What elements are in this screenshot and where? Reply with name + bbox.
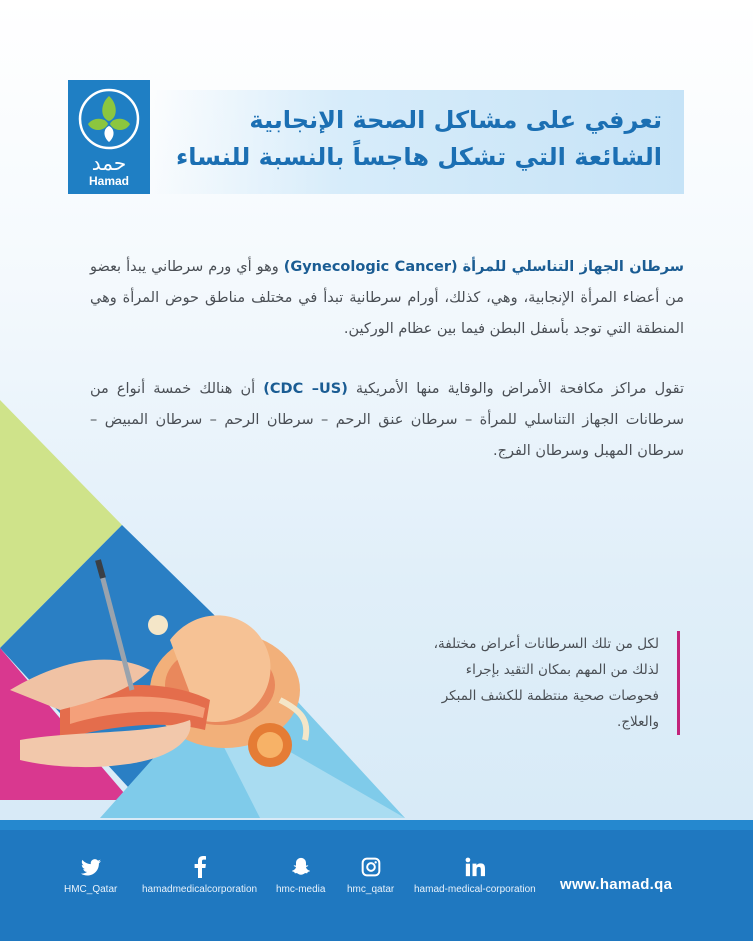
title-banner <box>153 90 684 194</box>
facebook-icon[interactable] <box>189 856 211 878</box>
intro-lead-term: سرطان الجهاز التناسلي للمرأة <box>462 259 685 275</box>
page-title-line-1: تعرفي على مشاكل الصحة الإنجابية <box>249 106 662 134</box>
footer <box>0 820 753 941</box>
intro-english-term: (Gynecologic Cancer) <box>283 259 458 275</box>
social-instagram[interactable] <box>347 856 394 895</box>
instagram-icon[interactable] <box>360 856 382 878</box>
linkedin-handle[interactable]: hamad-medical-corporation <box>414 884 536 895</box>
social-twitter[interactable] <box>64 856 117 895</box>
page-title-line-2: الشائعة التي تشكل هاجساً بالنسبة للنساء <box>176 143 662 171</box>
snapchat-icon[interactable] <box>290 856 312 878</box>
twitter-handle[interactable]: HMC_Qatar <box>64 884 118 895</box>
linkedin-icon[interactable] <box>464 856 486 878</box>
logo-arabic-text: حمد <box>91 151 127 175</box>
note-line-2: لذلك من المهم بمكان التقيد بإجراء <box>465 662 659 678</box>
highlight-note <box>380 631 680 735</box>
twitter-icon[interactable] <box>80 856 102 878</box>
note-line-4: والعلاج. <box>617 714 659 730</box>
website-link[interactable]: www.hamad.qa <box>560 876 673 893</box>
note-line-3: فحوصات صحية منتظمة للكشف المبكر <box>441 688 659 704</box>
cdc-text-part-1: تقول مراكز مكافحة الأمراض والوقاية منها الأمريكية <box>347 381 684 397</box>
cdc-text-part-2: أن هنالك خمسة أنواع من سرطانات الجهاز التناسلي للمرأة – سرطان عنق الرحم – سرطان الرحم – سرطان المبيض – سرطان المهبل وسرطان الفرج. <box>90 381 684 459</box>
social-facebook[interactable] <box>142 856 257 895</box>
hamad-logo <box>68 80 150 194</box>
logo-english-text: Hamad <box>88 174 129 188</box>
leaves-icon <box>78 88 140 150</box>
snapchat-handle[interactable]: hmc-media <box>276 884 326 895</box>
social-linkedin[interactable] <box>414 856 536 895</box>
cdc-paragraph <box>90 374 684 467</box>
facebook-handle[interactable]: hamadmedicalcorporation <box>142 884 258 895</box>
note-line-1: لكل من تلك السرطانات أعراض مختلفة، <box>433 636 659 652</box>
intro-body-text: وهو أي ورم سرطاني يبدأ بعضو من أعضاء المرأة الإنجابية، وهي، كذلك، أورام سرطانية تبدأ في مختلف مناطق حوض المرأة وهي المنطقة التي توجد بأسفل البطن فيما بين عظام الوركين. <box>90 259 684 337</box>
instagram-handle[interactable]: hmc_qatar <box>347 884 395 895</box>
cdc-org-term: (CDC –US) <box>263 381 348 397</box>
intro-paragraph <box>90 252 684 345</box>
social-snapchat[interactable] <box>276 856 325 895</box>
